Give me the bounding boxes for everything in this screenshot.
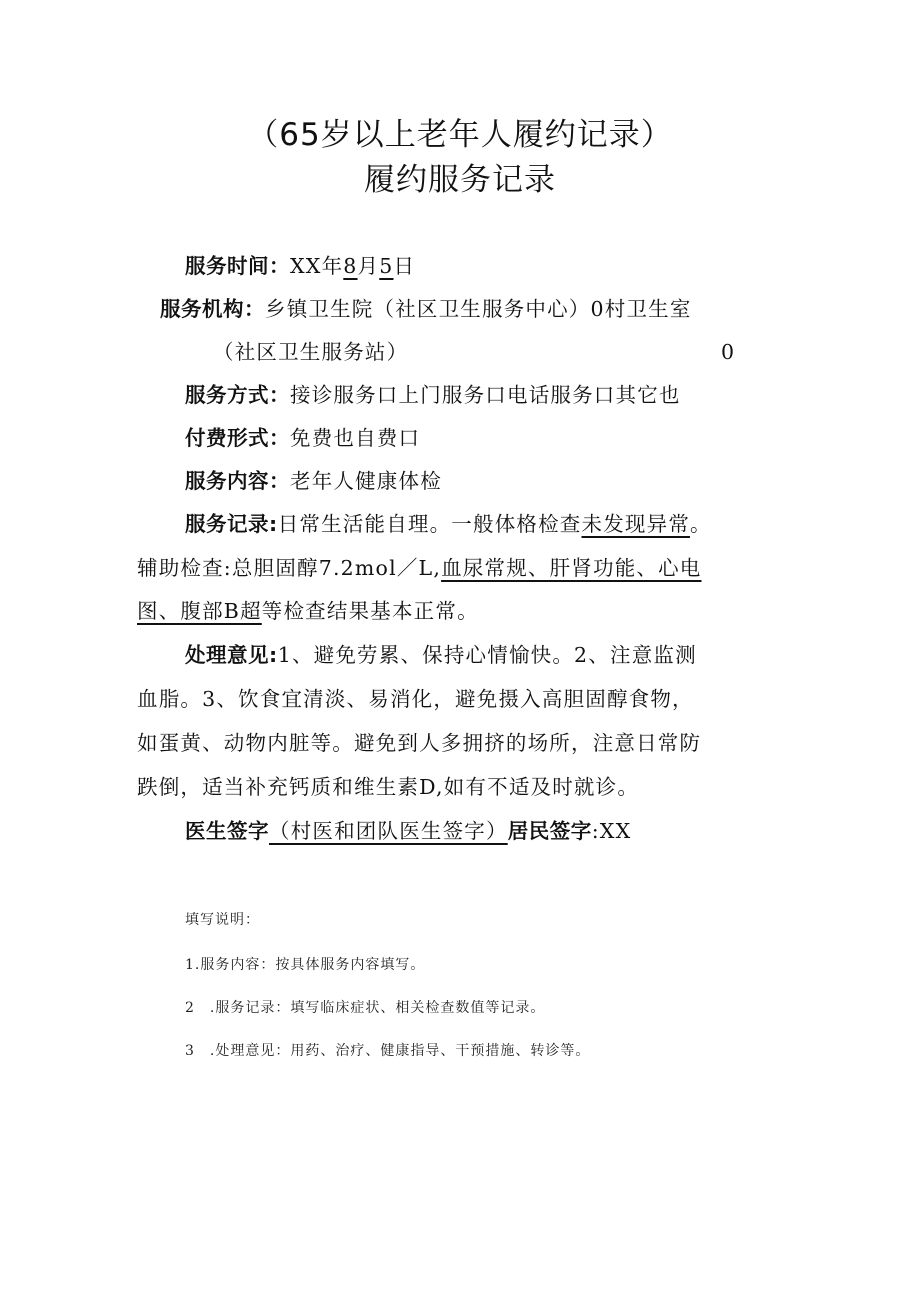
service-record-text2: 总胆固醇7.2mol／L, [231, 556, 442, 580]
service-record-end1: 。 [690, 512, 712, 536]
service-mode-value: 接诊服务口上门服务口电话服务口其它也 [290, 383, 681, 407]
notes-item-2: 2 .服务记录：填写临床症状、相关检查数值等记录。 [185, 1000, 546, 1016]
service-time-year: XX年 [290, 254, 344, 278]
payment-label: 付费形式： [185, 426, 290, 450]
doctor-signature-value: （村医和团队医生签字） [269, 819, 508, 843]
service-time-label: 服务时间： [185, 254, 290, 278]
payment-row [185, 423, 420, 453]
service-record-underline3: 图、腹部B超 [137, 599, 262, 623]
service-time-row [185, 251, 415, 281]
service-org-mark2: 0 [721, 340, 736, 364]
service-content-row [185, 466, 442, 496]
resident-signature-value: :XX [591, 819, 632, 843]
document-title: 履约服务记录 [364, 162, 556, 198]
service-org-row [160, 294, 692, 324]
service-record-underline2: 血尿常规、肝肾功能、心电 [441, 556, 702, 580]
service-content-value: 老年人健康体检 [290, 469, 442, 493]
treatment-label: 处理意见: [185, 643, 278, 667]
treatment-line3: 如蛋黄、动物内脏等。避免到人多拥挤的场所，注意日常防 [137, 731, 702, 755]
service-time-day-unit: 日 [393, 254, 416, 278]
resident-signature-label: 居民签字 [507, 819, 592, 843]
service-mode-label: 服务方式： [185, 383, 290, 407]
service-org-label: 服务机构： [160, 297, 265, 321]
signature-row [185, 816, 631, 846]
notes-item-1: 1.服务内容：按具体服务内容填写。 [185, 957, 426, 973]
treatment-text1: 1、避免劳累、保持心情愉快。2、注意监测 [277, 643, 697, 667]
service-record-label: 服务记录: [185, 512, 278, 536]
service-record-line3 [137, 596, 479, 626]
service-record-line1 [185, 509, 712, 539]
service-mode-row [185, 380, 681, 410]
service-time-month: 8 [343, 254, 358, 278]
payment-value: 免费也自费口 [290, 426, 421, 450]
service-content-label: 服务内容： [185, 469, 290, 493]
service-time-month-unit: 月 [357, 254, 380, 278]
service-org-line2: （社区卫生服务站） [213, 340, 409, 364]
service-org-line1: 乡镇卫生院（社区卫生服务中心）0村卫生室 [265, 297, 692, 321]
service-record-text3: 等检查结果基本正常。 [261, 599, 479, 623]
service-record-line2 [137, 553, 702, 583]
doctor-signature-label: 医生签字 [185, 819, 269, 843]
service-record-underline1: 未发现异常 [581, 512, 691, 536]
treatment-line1 [185, 640, 697, 670]
auxiliary-exam-label: 辅助检查: [137, 556, 232, 580]
notes-item-3: 3 .处理意见：用药、治疗、健康指导、干预措施、转诊等。 [185, 1043, 591, 1059]
treatment-line2: 血脂。3、饮食宜清淡、易消化，避免摄入高胆固醇食物， [137, 687, 694, 711]
notes-heading: 填写说明： [185, 912, 260, 928]
treatment-line4: 跌倒，适当补充钙质和维生素D,如有不适及时就诊。 [137, 775, 640, 799]
service-time-day: 5 [379, 254, 394, 278]
service-record-text1: 日常生活能自理。一般体格检查 [277, 512, 582, 536]
document-subtitle: （65岁以上老年人履约记录） [247, 117, 673, 153]
